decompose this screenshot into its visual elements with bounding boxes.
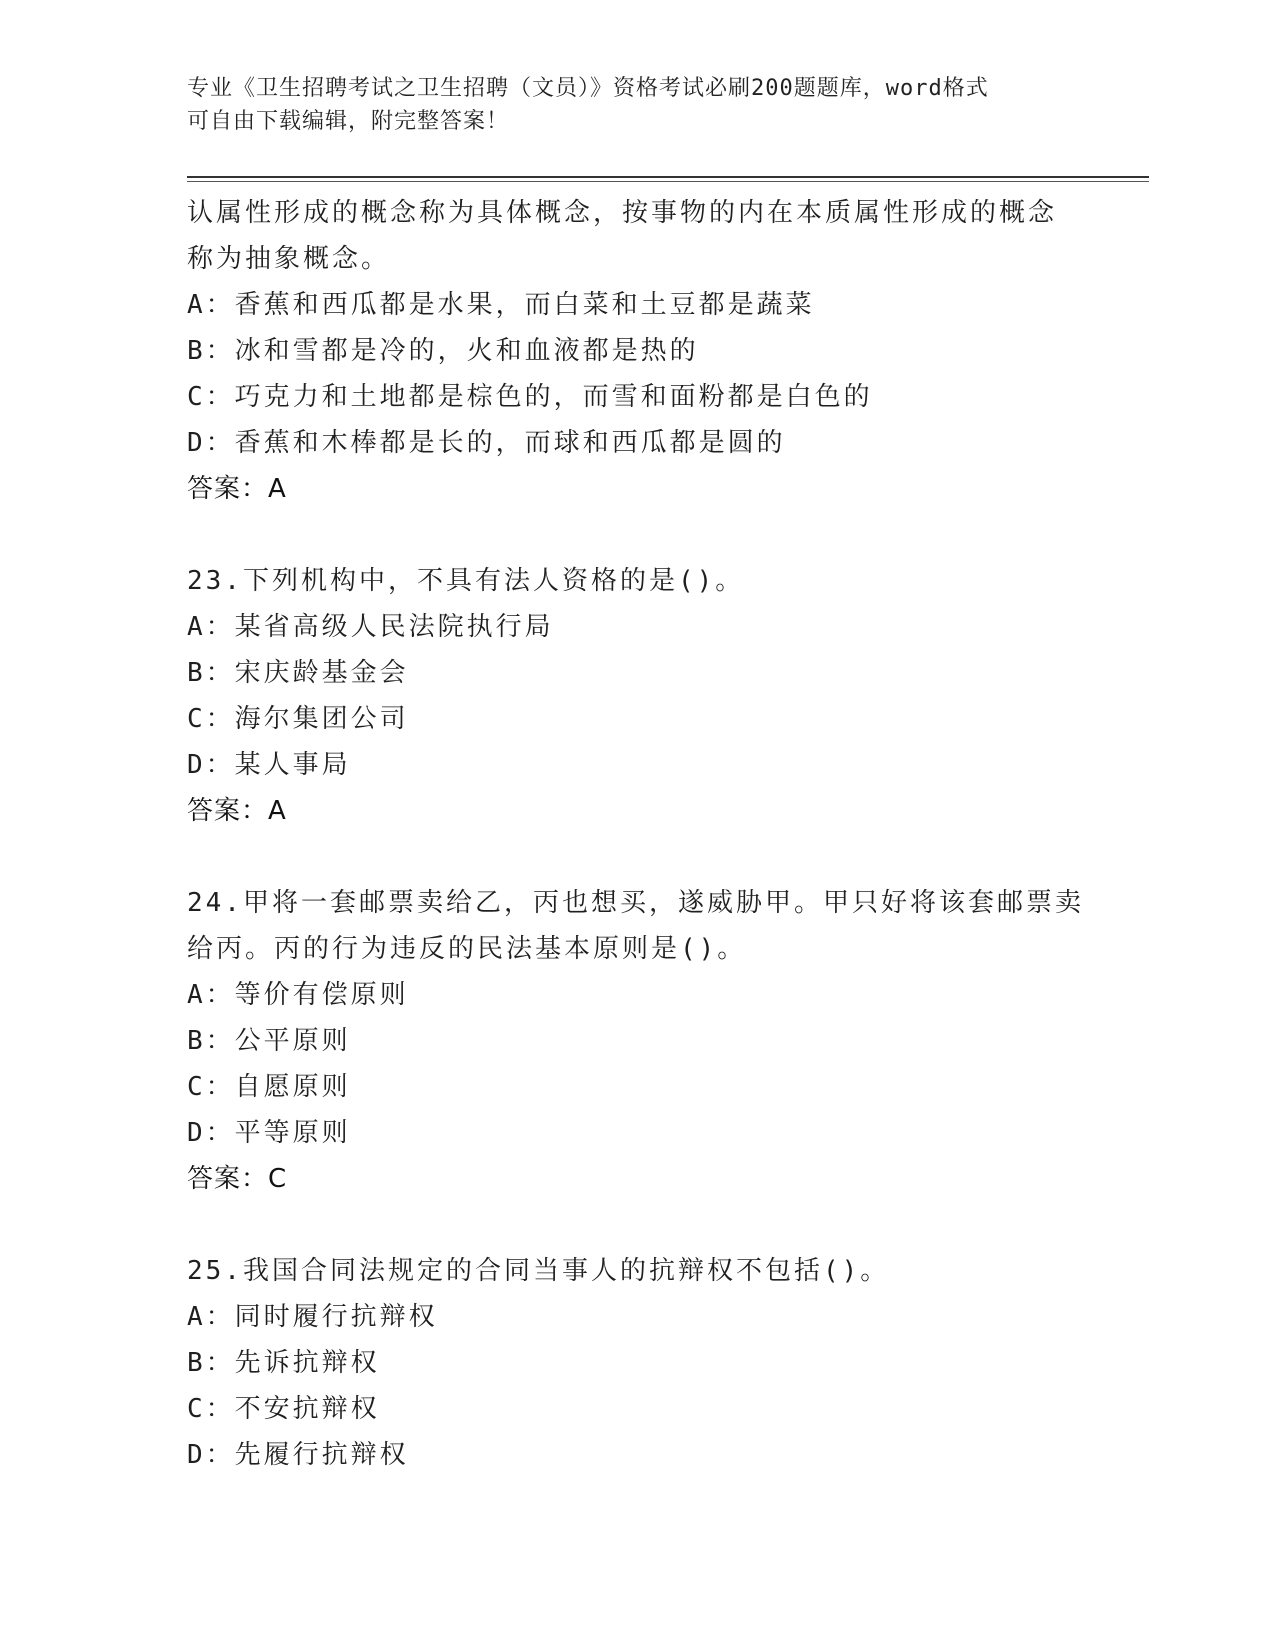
document-header bbox=[187, 72, 1067, 138]
answer-label: 答案：A bbox=[187, 796, 287, 826]
header-divider-thin bbox=[187, 181, 1149, 182]
option-a: A：等价有偿原则 bbox=[187, 980, 409, 1010]
option-b: B：宋庆龄基金会 bbox=[187, 658, 409, 688]
answer-label: 答案：C bbox=[187, 1164, 288, 1194]
option-a: A：某省高级人民法院执行局 bbox=[187, 612, 554, 642]
question-list bbox=[187, 190, 1107, 1478]
question-22-continuation bbox=[187, 190, 1107, 512]
header-title-line-2: 可自由下载编辑，附完整答案！ bbox=[187, 109, 510, 134]
header-title-line-1: 专业《卫生招聘考试之卫生招聘（文员）》资格考试必刷200题题库，word格式 bbox=[187, 76, 989, 101]
question-25 bbox=[187, 1248, 1107, 1478]
option-d: D：平等原则 bbox=[187, 1118, 351, 1148]
option-d: D：先履行抗辩权 bbox=[187, 1440, 409, 1470]
header-divider-thick bbox=[187, 176, 1149, 178]
option-a: A：同时履行抗辩权 bbox=[187, 1302, 438, 1332]
question-text-line: 24.甲将一套邮票卖给乙，丙也想买，遂威胁甲。甲只好将该套邮票卖 bbox=[187, 888, 1084, 918]
option-d: D：香蕉和木棒都是长的，而球和西瓜都是圆的 bbox=[187, 428, 786, 458]
option-b: B：冰和雪都是冷的，火和血液都是热的 bbox=[187, 336, 699, 366]
option-a: A：香蕉和西瓜都是水果，而白菜和土豆都是蔬菜 bbox=[187, 290, 815, 320]
option-c: C：海尔集团公司 bbox=[187, 704, 409, 734]
question-text-line: 认属性形成的概念称为具体概念，按事物的内在本质属性形成的概念 bbox=[187, 198, 1058, 228]
question-spacer bbox=[187, 512, 1107, 558]
option-b: B：先诉抗辩权 bbox=[187, 1348, 380, 1378]
option-c: C：自愿原则 bbox=[187, 1072, 351, 1102]
question-spacer bbox=[187, 834, 1107, 880]
question-spacer bbox=[187, 1202, 1107, 1248]
answer-label: 答案：A bbox=[187, 474, 287, 504]
question-text-line: 称为抽象概念。 bbox=[187, 244, 391, 274]
option-d: D：某人事局 bbox=[187, 750, 351, 780]
question-23 bbox=[187, 558, 1107, 834]
option-b: B：公平原则 bbox=[187, 1026, 351, 1056]
question-text-line: 23.下列机构中，不具有法人资格的是()。 bbox=[187, 566, 745, 596]
option-c: C：不安抗辩权 bbox=[187, 1394, 380, 1424]
question-24 bbox=[187, 880, 1107, 1202]
option-c: C：巧克力和土地都是棕色的，而雪和面粉都是白色的 bbox=[187, 382, 873, 412]
question-text-line: 25.我国合同法规定的合同当事人的抗辩权不包括()。 bbox=[187, 1256, 890, 1286]
question-text-line: 给丙。丙的行为违反的民法基本原则是()。 bbox=[187, 934, 747, 964]
